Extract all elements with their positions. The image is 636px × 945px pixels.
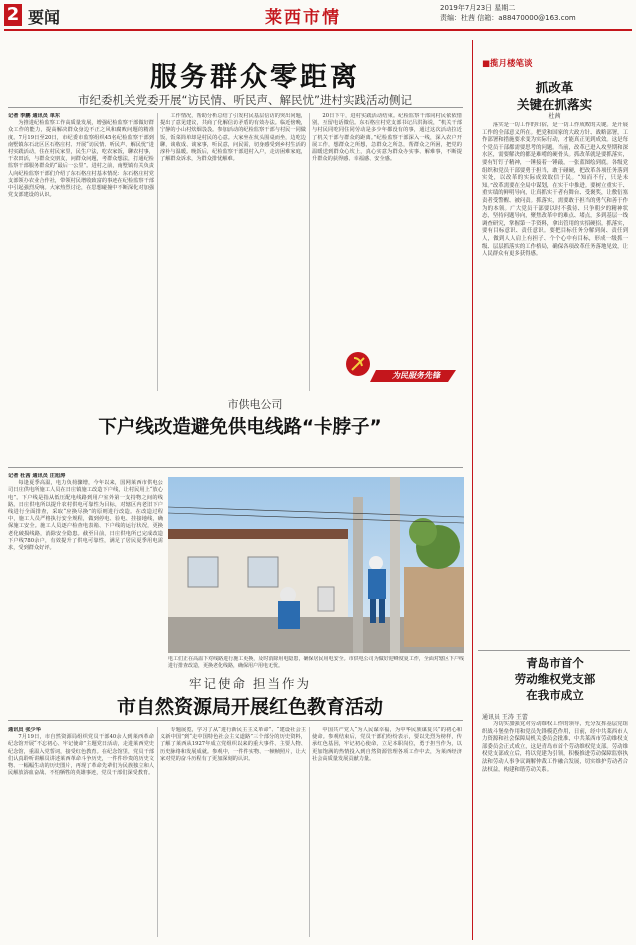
story2-body [8,473,163,673]
header-rule [4,29,632,31]
sidebar-border [472,40,473,940]
sidebar-title-line2: 关键在抓落实 [516,97,592,112]
story4-body-text: 为切实加强党对劳动维权工作的领导，充分发挥基层党组织战斗堡垒作用和党员先锋模范作用，日前，经中共莱西市人力资源和社会保障局机关委员会批准，中共莱西市劳动维权支部委员会正式成立，这是青岛市首个劳动维权党支部。劳动维权党支部成立后，将以党建为引领，积极推进劳动保障监察执法和劳动人事争议调解仲裁工作融合发展，切实维护劳动者合法权益，构建和谐劳动关系。 [482,721,628,773]
story1-title: 服务群众零距离 [150,62,360,93]
power-line-photo [168,477,464,653]
story1-col1-text: 为推进纪检监察工作高质量发展，增强纪检监察干部做好群众工作的能力，提高解决群众身边不正之风和腐败问题的精准度。7月19日至20日，市纪委市监察组织45名纪检监察干部到南墅镇东石北区区石格庄村、开展“访民情、听民声、解民忧”进村实践活动，住在村民家里，民生户法，吃农家饭，聊农村事，干农田活，与群众交朋友，问群众问题，考群众想法，打通纪检监察干部服务群众的“最后一公里”。进村之前，南墅镇有关负责人向纪检监察干部们介绍了东石格庄村基本情况：东石格庄村党支部领办农业合作社，带领村民增收致富的事迹在纪检监察干部中引起强烈反响。大家热烈讨论，在思想碰撞中不断深化对加强党支部建设的认识。 [8,120,154,199]
story2-title: 下户线改造避免供电线路“卡脖子” [98,417,382,438]
divider [478,650,630,651]
divider [8,720,463,721]
story3-col1 [8,727,154,940]
story2-kicker: 市供电公司 [227,398,283,411]
story3-col3 [312,727,462,940]
story4-title-line3: 在我市成立 [526,688,584,702]
photo-caption: 电工们正在高温下对线路进行施工更换，及时消除用电隐患，确保居民用电安全。市供电公司为做好迎峰度夏工作，全面对辖区下户线进行排查改造，更换老化线路，确保用户用电无忧。 [168,656,464,669]
story3-col1-text: 7月19日，市自然资源局组织党员干部40余人到莱西革命纪念馆开展“不忘初心、牢记使命”主题党日活动，走进莱西党史纪念馆，重温入党誓词，接受红色教育。在纪念馆里，党员干部们认真聆听讲解员讲述莱西革命斗争历史，一件件珍贵的历史文物、一幅幅生动的历史图片，再现了革命先辈们为民族独立和人民解放浴血奋战、不怕牺牲的英雄事迹，党员干部们深受教育。 [8,734,154,777]
sidebar-body-text: 落实是一切工作的归宿，是一切工作成败的关键。是开展工作的全部意义所在。把党和国家的大政方针、战略部署，工作部署和措施要求变为实际行动，才能真正见到成效。这是每个党员干部都需要思考的问题。当前，改革已进入攻坚期和深水区，需要解决的都是难啃的硬骨头。抓改革就是要抓落实，要有钉钉子精神，一锤接着一锤敲，一张蓝图绘到底。各级党组织和党员干部要勇于担当，敢于碰硬，把改革各项任务落到实处，以改革的实际成效取信于民。“知而不行，只是未知。”改革需要在全局中谋划，在实干中推进。要树立重实干、重实绩的鲜明导向，让真抓实干者有舞台、受褒奖，让敷衍塞责者受警醒、被问责。抓落实，需要敢于担当的勇气和善于作为的本领。广大党员干部要以时不我待、只争朝夕的精神状态，坚持问题导向，聚焦改革中的难点、堵点，多到基层一线调查研究，掌握第一手资料，拿出管用的实招硬招。抓落实，要有目标意识、责任意识。要把目标任务分解到岗、责任到人，做到人人肩上有担子、个个心中有目标，形成一级抓一级、层层抓落实的工作格局，确保各项改革任务落地见效，让人民群众有更多获得感。 [482,122,628,258]
sidebar-author: 杜茜 [548,113,561,120]
story1-col3 [312,113,462,338]
page-number: 2 [4,4,22,26]
story1-col2 [160,113,306,393]
divider [157,727,158,937]
story1-byline: 记者 李鹏 通讯员 单东 [8,113,61,119]
story3-kicker: 牢记使命 担当作为 [189,676,311,691]
story4-title-line1: 青岛市首个 [526,656,584,670]
story3-title: 市自然资源局开展红色教育活动 [116,696,383,718]
divider [309,727,310,937]
story3-col2 [160,727,306,940]
story3-col2-text: 专题展览，学习了从“进行新民主主义革命”、“建设社会主义新中国”到“走中国特色社会主义道路”三个部分的历史资料，了解了莱西从1927年成立党组织以来的重大事件、主要人物、历史脉络和发展成就。参观中，一件件实物、一帧帧照片，让大家对党的奋斗历程有了更加深刻的认识。 [160,727,306,762]
story2-byline: 记者 杜茜 通讯员 庄旭涛 [8,473,66,479]
service-pioneer-badge [318,340,458,388]
divider [309,113,310,391]
header-meta [440,3,576,23]
story1-col1 [8,113,154,393]
story4-body [482,721,628,939]
story3-col3-text: 中国共产党人“为人民谋幸福，为中华民族谋复兴”的初心和使命。参观结束后，党员干部们纷纷表示，要以先烈为榜样，传承红色基因，牢记初心使命，立足本职岗位，勇于担当作为，以更加饱满的热情投入到自然资源管理各项工作中去，为莱西经济社会高质量发展贡献力量。 [312,727,462,762]
editor-line: 责编：杜茜 信箱：a88470000@163.com [440,14,576,22]
story3-byline: 通讯员 张少华 [8,727,41,733]
masthead: 莱西市情 [265,8,341,28]
story1-subtitle: 市纪委机关党委开展“访民情、听民声、解民忧”进村实践活动侧记 [78,93,412,107]
sidebar-tag: ■揽月楼笔谈 [482,59,533,69]
sidebar-title-line1: 抓改革 [535,80,574,95]
story4-byline: 通讯员 王涛 王蕾 [482,714,528,721]
badge-text: 为民服务先锋 [392,371,440,380]
section-name: 要闻 [28,8,61,27]
sidebar-body [482,122,628,642]
divider [157,113,158,391]
story1-col3-text: 20日下午，进村实践活动结束。纪检监察干部同村民依依惜别，互留电话微信。东石格庄村党支部书记吕洪海说，“机关干部与村民同吃同住同劳动是多少年都没有的事，通过这次活动拉近了机关干部与群众的距离。”纪检监察干部深入一线，深入农户开展工作，想群众之所想，急群众之所急，帮群众之所困，把党的温暖送到群众心坎上，真心实意为群众办实事、解难事，不断提升群众的获得感、幸福感、安全感。 [312,113,462,163]
story1-col2-text: 工作情况，帮助分析总结了引发村民基层信访的突出问题，提出了意见建议，共商了化解信访矛盾的有效办法。临近傍晚，宁静的小山村炊烟袅袅。参加活动的纪检监察干部与村民一同做饭，饭菜简单却是村民的心意。大家坐在炕头围桌而坐，边吃边聊，谈收成、谈家事，听民意，问民需，切身感受到乡村生活的淳朴与温暖。晚饭后，纪检监察干部进村入户，走访困难家庭，了解群众诉求，为群众排忧解难。 [160,113,306,163]
date-line: 2019年7月23日 星期二 [440,4,516,12]
story4-title-line2: 劳动维权党支部 [514,672,596,686]
story2-body-text: 每逢夏季高温，电力负荷骤增，今年以来，国网莱西市供电公司日庄供电所施工人员在日庄镇施工改造下户线，让村民用上“放心电”。下户线是指从低压配电线路到用户室外第一支持物之间的线路。日庄供电所以提升农村供电可靠性为目标，对辖区内老旧下户线进行全面排查，采取“应换尽换”的原则进行改造。在改造过程中，施工人员严格执行安全规程，做到停电、验电、挂接地线，确保施工安全。施工人员逐户检查电表箱、下户线的运行状况，更换老化破损线路，消除安全隐患。截至目前，日庄供电所已完成改造下户线780余户，有效提升了供电可靠性，满足了居民夏季用电需求，受到群众好评。 [8,480,163,552]
divider [8,107,463,108]
divider [8,467,463,468]
